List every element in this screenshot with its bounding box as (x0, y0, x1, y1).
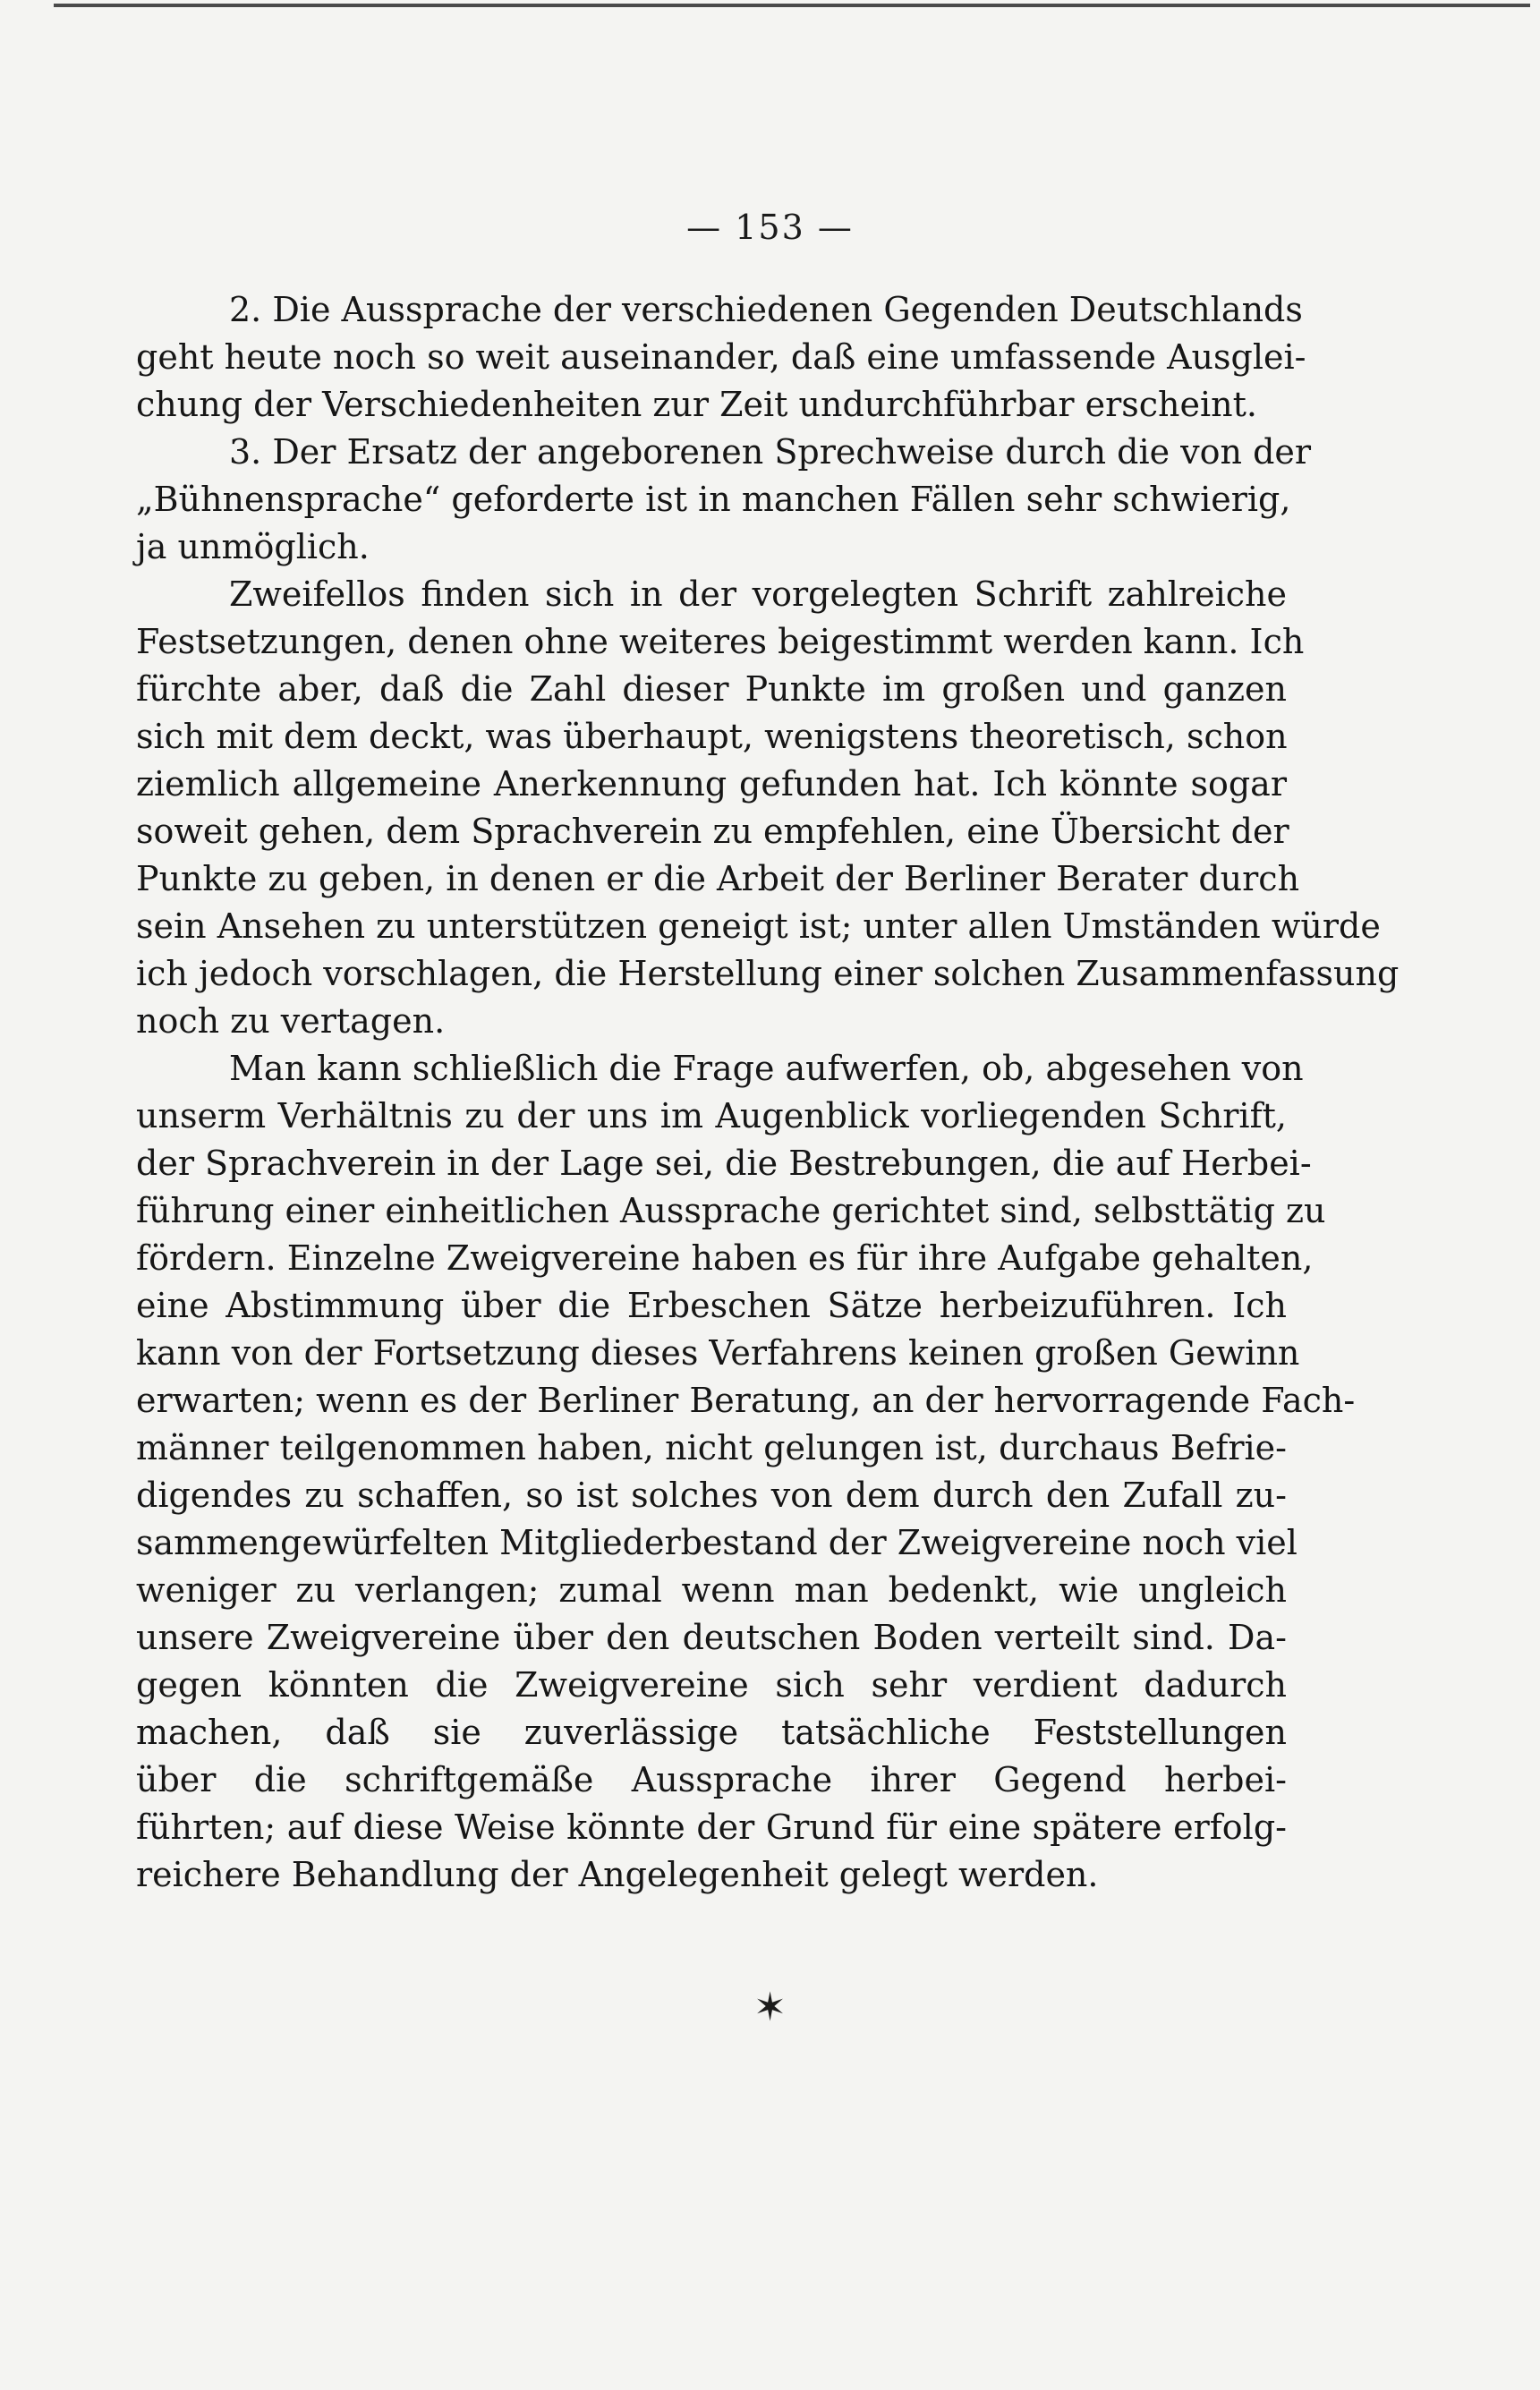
text-line: Punkte zu geben, in denen er die Arbeit der Berliner Berater durch (136, 859, 1300, 898)
text-line: ziemlich allgemeine Anerkennung gefunden hat. Ich könnte sogar (136, 764, 1287, 804)
text-line: machen, daß sie zuverlässige tatsächliche Feststellungen (136, 1713, 1287, 1752)
text-line: über die schriftgemäße Aussprache ihrer Gegend herbei- (136, 1760, 1287, 1799)
paragraph-1 (136, 286, 1306, 429)
text-line: führung einer einheitlichen Aussprache gerichtet sind, selbsttätig zu (136, 1191, 1326, 1230)
text-line: „Bühnensprache“ geforderte ist in manchen Fällen sehr schwierig, (136, 480, 1291, 519)
page-number: — 153 — (686, 208, 854, 247)
text-line: kann von der Fortsetzung dieses Verfahrens keinen großen Gewinn (136, 1333, 1300, 1373)
text-line: Festsetzungen, denen ohne weiteres beigestimmt werden kann. Ich (136, 622, 1305, 661)
text-line: noch zu vertagen. (136, 1001, 446, 1041)
text-line: reichere Behandlung der Angelegenheit gelegt werden. (136, 1855, 1099, 1894)
text-line: digendes zu schaffen, so ist solches von dem durch den Zufall zu- (136, 1476, 1287, 1515)
text-line: fördern. Einzelne Zweigvereine haben es für ihre Aufgabe gehalten, (136, 1238, 1314, 1278)
top-border-line (54, 4, 1530, 7)
text-line: weniger zu verlangen; zumal wenn man bedenkt, wie ungleich (136, 1570, 1287, 1610)
text-line: sammengewürfelten Mitgliederbestand der Zweigvereine noch viel (136, 1523, 1298, 1562)
text-line: der Sprachverein in der Lage sei, die Bestrebungen, die auf Herbei- (136, 1144, 1312, 1183)
paragraph-2 (136, 429, 1312, 571)
text-line: unserm Verhältnis zu der uns im Augenblick vorliegenden Schrift, (136, 1096, 1287, 1135)
text-line: geht heute noch so weit auseinander, daß eine umfassende Ausglei- (136, 337, 1306, 377)
text-line: soweit gehen, dem Sprachverein zu empfehlen, eine Übersicht der (136, 812, 1289, 851)
text-line: unsere Zweigvereine über den deutschen Boden verteilt sind. Da- (136, 1618, 1287, 1657)
text-line: sein Ansehen zu unterstützen geneigt ist; unter allen Umständen würde (136, 906, 1381, 946)
text-line: Zweifellos finden sich in der vorgelegten Schrift zahlreiche (229, 574, 1287, 614)
text-line: ich jedoch vorschlagen, die Herstellung einer solchen Zusammenfassung (136, 954, 1400, 993)
text-line: männer teilgenommen haben, nicht gelungen ist, durchaus Befrie- (136, 1428, 1287, 1467)
text-line: eine Abstimmung über die Erbeschen Sätze herbeizuführen. Ich (136, 1286, 1287, 1325)
text-line: 3. Der Ersatz der angeborenen Sprechweise durch die von der (229, 432, 1312, 472)
text-line: führten; auf diese Weise könnte der Grund für eine spätere erfolg- (136, 1807, 1287, 1847)
text-line: gegen könnten die Zweigvereine sich sehr verdient dadurch (136, 1665, 1287, 1705)
text-line: chung der Verschiedenheiten zur Zeit undurchführbar erscheint. (136, 385, 1257, 424)
text-line: fürchte aber, daß die Zahl dieser Punkte im großen und ganzen (136, 669, 1287, 709)
text-line: erwarten; wenn es der Berliner Beratung, an der hervorragende Fach- (136, 1381, 1356, 1420)
paragraph-3 (136, 571, 1400, 1045)
star-ornament-icon: ✶ (753, 1985, 787, 2030)
text-line: ja unmöglich. (136, 527, 370, 566)
text-line: 2. Die Aussprache der verschiedenen Gegenden Deutschlands (229, 290, 1303, 329)
text-line: Man kann schließlich die Frage aufwerfen, ob, abgesehen von (229, 1049, 1304, 1088)
text-line: sich mit dem deckt, was überhaupt, wenigstens theoretisch, schon (136, 717, 1288, 756)
body-text (136, 286, 1400, 1899)
paragraph-4 (136, 1045, 1356, 1899)
